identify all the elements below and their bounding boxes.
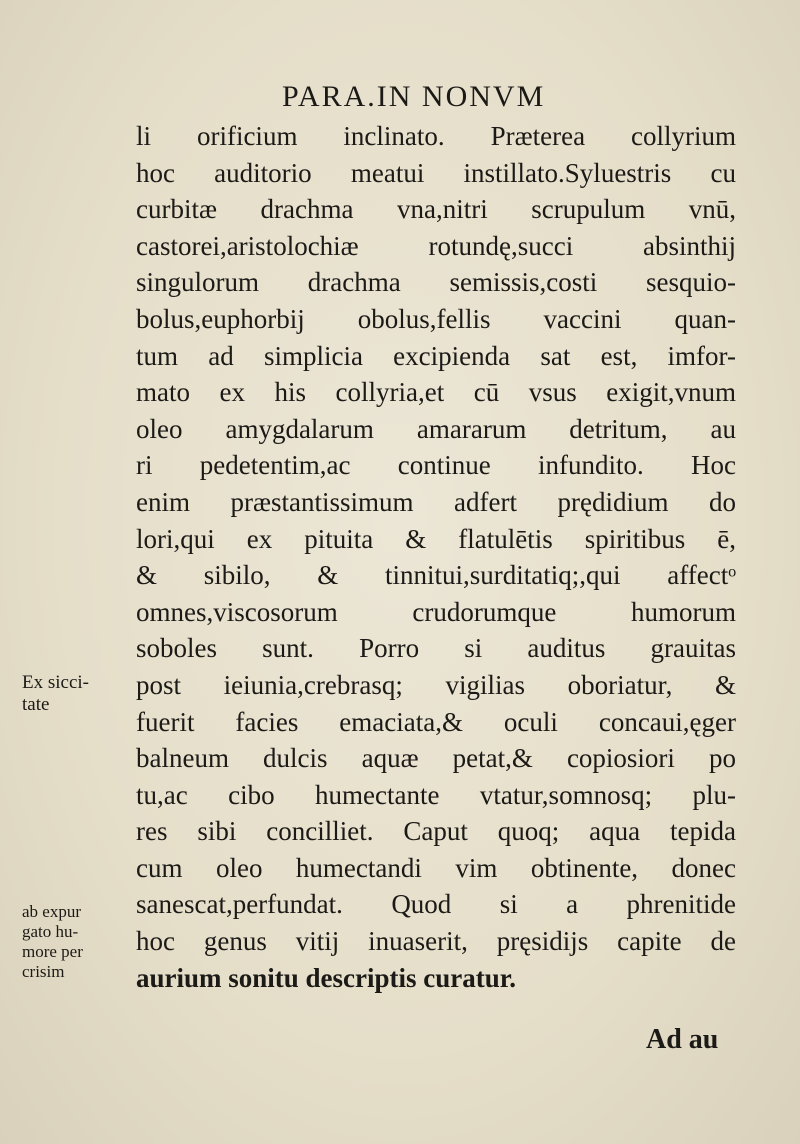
text-line: cum oleo humectandi vim obtinente, donec — [136, 852, 736, 883]
running-header: PARA.IN NONVM — [282, 80, 546, 113]
text-line: sanescat,perfundat. Quod si a phrenitide — [136, 889, 736, 920]
main-text-block — [136, 118, 736, 996]
text-line: post ieiunia,crebrasq; vigilias oboriatur, & — [136, 669, 736, 700]
text-line: curbitæ drachma vna,nitri scrupulum vnū, — [136, 194, 736, 225]
text-line: bolus,euphorbij obolus,fellis vaccini quan- — [136, 303, 736, 334]
text-line: hoc genus vitij inuaserit, pręsidijs capite de — [136, 926, 736, 957]
margin-note-line: crisim — [22, 962, 65, 981]
text-line: lori,qui ex pituita & flatulētis spiritibus ē, — [136, 523, 736, 554]
text-line: singulorum drachma semissis,costi sesquio- — [136, 267, 736, 298]
margin-note-expurgato — [22, 902, 83, 982]
text-line: li orificium inclinato. Præterea collyrium — [136, 121, 736, 151]
text-line: mato ex his collyria,et cū vsus exigit,vnum — [136, 377, 736, 408]
text-line: res sibi concilliet. Caput quoq; aqua tepida — [136, 816, 736, 847]
text-line: fuerit facies emaciata,& oculi concaui,ęger — [136, 706, 736, 737]
text-line: aurium sonitu descriptis curatur. — [136, 962, 517, 993]
text-line: enim præstantissimum adfert prędidium do — [136, 486, 736, 517]
text-line: soboles sunt. Porro si auditus grauitas — [136, 633, 736, 664]
text-line: & sibilo, & tinnitui,surditatiq;,qui affectᵒ — [136, 560, 736, 591]
margin-note-sicci — [22, 672, 89, 716]
text-line: tu,ac cibo humectante vtatur,somnosq; plu- — [136, 779, 736, 810]
catchword: Ad au — [646, 1024, 719, 1055]
text-line: balneum dulcis aquæ petat,& copiosiori po — [136, 743, 736, 774]
text-line: castorei,aristolochiæ rotundę,succi absinthij — [136, 230, 736, 261]
margin-note-line: tate — [22, 694, 50, 715]
text-line: oleo amygdalarum amararum detritum, au — [136, 413, 736, 444]
text-line: hoc auditorio meatui instillato.Syluestris cu — [136, 157, 736, 188]
margin-note-line: more per — [22, 942, 83, 961]
text-line: tum ad simplicia excipienda sat est, imfor- — [136, 340, 736, 371]
text-line: omnes,viscosorum crudorumque humorum — [136, 596, 736, 627]
margin-note-line: gato hu- — [22, 922, 79, 941]
margin-note-line: ab expur — [22, 902, 82, 921]
margin-note-line: Ex sicci- — [22, 672, 90, 693]
text-line: ri pedetentim,ac continue infundito. Hoc — [136, 450, 736, 481]
